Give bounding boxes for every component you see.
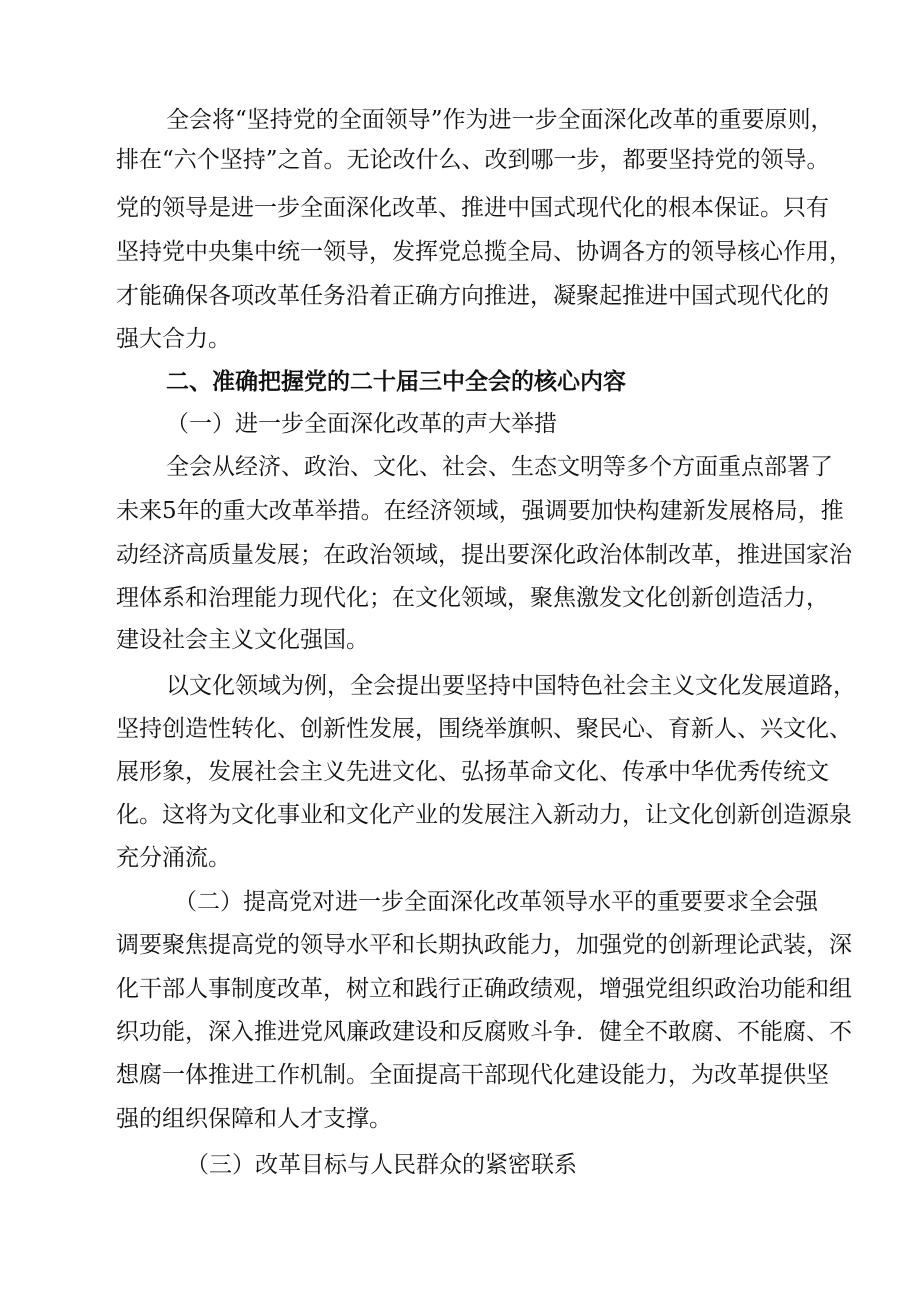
paragraph-1-line-5: 才能确保各项改革任务沿着正确方向推进，凝聚起推进中国式现代化的 — [116, 283, 829, 309]
paragraph-4-line-6: 强的组织保障和人才支撑。 — [116, 1106, 392, 1132]
paragraph-3-line-3: 展形象，发展社会主义先进文化、弘扬革命文化、传承中华优秀传统文 — [116, 759, 829, 785]
paragraph-1-line-3: 党的领导是进一步全面深化改革、推进中国式现代化的根本保证。只有 — [116, 195, 829, 221]
paragraph-2-line-4: 理体系和治理能力现代化；在文化领域，聚焦激发文化创新创造活力， — [116, 585, 829, 611]
subsection-1-heading: （一）进一步全面深化改革的声大举措 — [166, 411, 557, 437]
paragraph-4-line-5: 想腐一体推进工作机制。全面提高干部现代化建设能力，为改革提供坚 — [116, 1062, 829, 1088]
paragraph-1-line-4: 坚持党中央集中统一领导，发挥党总揽全局、协调各方的领导核心作用， — [116, 239, 852, 265]
paragraph-3-line-4: 化。这将为文化事业和文化产业的发展注入新动力，让文化创新创造源泉 — [116, 802, 852, 828]
subsection-3-heading: （三）改革目标与人民群众的紧密联系 — [186, 1152, 577, 1178]
paragraph-3-line-1: 以文化领域为例，全会提出要坚持中国特色社会主义文化发展道路， — [166, 673, 856, 699]
section-2-heading: 二、准确把握党的二十届三中全会的核心内容 — [166, 369, 626, 395]
paragraph-3-line-2: 坚持创造性转化、创新性发展，围绕举旗帜、聚民心、育新人、兴文化、 — [116, 716, 852, 742]
paragraph-4-line-2: 调要聚焦提高党的领导水平和长期执政能力，加强党的创新理论武装，深 — [116, 932, 852, 958]
paragraph-2-line-5: 建设社会主义文化强国。 — [116, 627, 369, 653]
paragraph-2-line-2: 未来5年的重大改革举措。在经济领域，强调要加快构建新发展格局，推 — [116, 498, 844, 524]
paragraph-4-line-1: （二）提高党对进一步全面深化改革领导水平的重要要求全会强 — [174, 889, 818, 915]
paragraph-4-line-3: 化干部人事制度改革，树立和践行正确政绩观，增强党组织政治功能和组 — [116, 976, 852, 1002]
paragraph-3-line-5: 充分涌流。 — [116, 845, 231, 871]
paragraph-2-line-1: 全会从经济、政治、文化、社会、生态文明等多个方面重点部署了 — [166, 454, 833, 480]
paragraph-1-line-6: 强大合力。 — [116, 326, 231, 352]
paragraph-4-line-4: 织功能，深入推进党风廉政建设和反腐败斗争．健全不敢腐、不能腐、不 — [116, 1019, 852, 1045]
paragraph-1-line-2: 排在“六个坚持”之首。无论改什么、改到哪一步，都要坚持党的领导。 — [116, 147, 830, 173]
paragraph-2-line-3: 动经济高质量发展；在政治领域，提出要深化政治体制改革，推进国家治 — [116, 542, 852, 568]
paragraph-1-line-1: 全会将“坚持党的全面领导”作为进一步全面深化改革的重要原则， — [166, 107, 834, 133]
